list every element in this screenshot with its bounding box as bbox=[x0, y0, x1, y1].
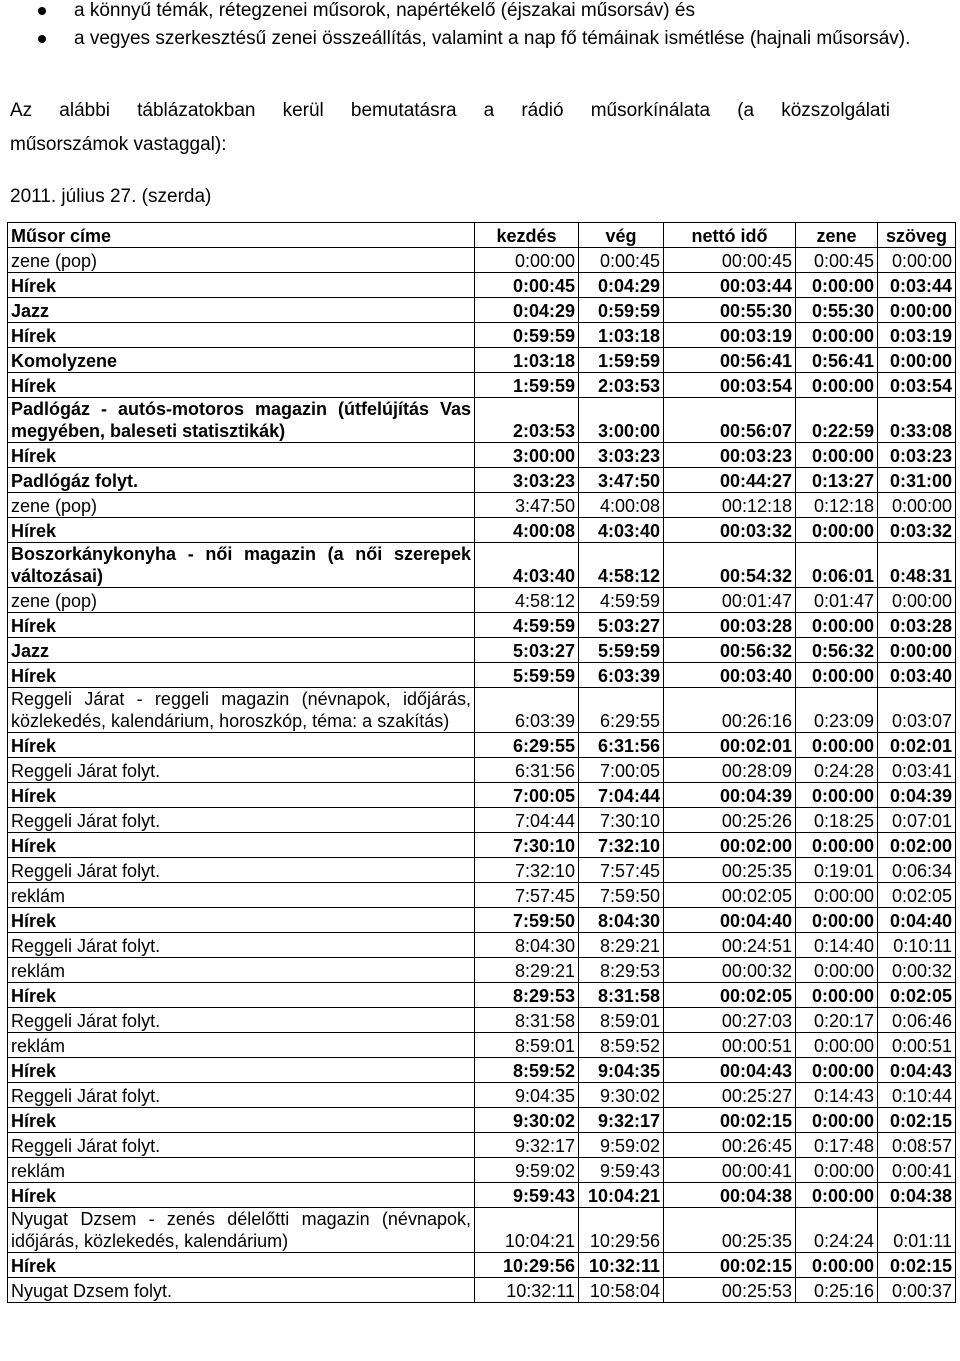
table-row bbox=[8, 833, 956, 858]
cell-text: 0:04:43 bbox=[878, 1058, 956, 1083]
cell-end: 6:03:39 bbox=[579, 663, 664, 688]
cell-text: 0:04:38 bbox=[878, 1183, 956, 1208]
cell-start: 9:32:17 bbox=[475, 1133, 579, 1158]
intro-paragraph bbox=[10, 94, 890, 162]
cell-music: 0:00:00 bbox=[796, 1183, 878, 1208]
table-row bbox=[8, 1058, 956, 1083]
cell-net-time: 00:01:47 bbox=[664, 588, 796, 613]
cell-title: Reggeli Járat folyt. bbox=[8, 1008, 475, 1033]
cell-net-time: 00:02:15 bbox=[664, 1108, 796, 1133]
cell-music: 0:00:00 bbox=[796, 443, 878, 468]
table-row bbox=[8, 638, 956, 663]
table-row bbox=[8, 248, 956, 273]
cell-end: 10:32:11 bbox=[579, 1253, 664, 1278]
cell-text: 0:01:11 bbox=[878, 1208, 956, 1253]
cell-title: reklám bbox=[8, 958, 475, 983]
cell-end: 4:59:59 bbox=[579, 588, 664, 613]
cell-text: 0:08:57 bbox=[878, 1133, 956, 1158]
cell-start: 7:30:10 bbox=[475, 833, 579, 858]
cell-net-time: 00:56:07 bbox=[664, 398, 796, 443]
cell-music: 0:19:01 bbox=[796, 858, 878, 883]
cell-start: 0:00:00 bbox=[475, 248, 579, 273]
table-row bbox=[8, 688, 956, 733]
cell-music: 0:00:00 bbox=[796, 373, 878, 398]
table-row bbox=[8, 783, 956, 808]
cell-text: 0:03:41 bbox=[878, 758, 956, 783]
table-row bbox=[8, 1158, 956, 1183]
cell-music: 0:00:00 bbox=[796, 833, 878, 858]
bullet-list bbox=[0, 0, 960, 52]
cell-start: 8:04:30 bbox=[475, 933, 579, 958]
cell-net-time: 00:03:44 bbox=[664, 273, 796, 298]
cell-music: 0:14:40 bbox=[796, 933, 878, 958]
cell-end: 10:29:56 bbox=[579, 1208, 664, 1253]
cell-net-time: 00:26:16 bbox=[664, 688, 796, 733]
cell-end: 7:57:45 bbox=[579, 858, 664, 883]
cell-net-time: 00:25:35 bbox=[664, 1208, 796, 1253]
table-row bbox=[8, 373, 956, 398]
table-row bbox=[8, 1083, 956, 1108]
col-header-start: kezdés bbox=[475, 223, 579, 248]
cell-net-time: 00:00:41 bbox=[664, 1158, 796, 1183]
cell-start: 9:59:43 bbox=[475, 1183, 579, 1208]
cell-music: 0:22:59 bbox=[796, 398, 878, 443]
table-row bbox=[8, 1008, 956, 1033]
cell-title: Jazz bbox=[8, 298, 475, 323]
cell-music: 0:00:45 bbox=[796, 248, 878, 273]
cell-end: 8:29:21 bbox=[579, 933, 664, 958]
table-row bbox=[8, 613, 956, 638]
schedule-date: 2011. július 27. (szerda) bbox=[10, 186, 212, 207]
cell-text: 0:10:11 bbox=[878, 933, 956, 958]
table-row bbox=[8, 298, 956, 323]
cell-start: 8:29:53 bbox=[475, 983, 579, 1008]
cell-start: 1:03:18 bbox=[475, 348, 579, 373]
cell-text: 0:06:46 bbox=[878, 1008, 956, 1033]
col-header-end: vég bbox=[579, 223, 664, 248]
cell-end: 5:03:27 bbox=[579, 613, 664, 638]
table-row bbox=[8, 933, 956, 958]
cell-text: 0:10:44 bbox=[878, 1083, 956, 1108]
table-row bbox=[8, 398, 956, 443]
table-row bbox=[8, 663, 956, 688]
cell-title: Hírek bbox=[8, 783, 475, 808]
intro-line-2: műsorszámok vastaggal): bbox=[10, 134, 227, 155]
cell-start: 6:31:56 bbox=[475, 758, 579, 783]
cell-music: 0:24:28 bbox=[796, 758, 878, 783]
cell-end: 1:03:18 bbox=[579, 323, 664, 348]
cell-text: 0:02:05 bbox=[878, 883, 956, 908]
table-row bbox=[8, 273, 956, 298]
cell-net-time: 00:25:27 bbox=[664, 1083, 796, 1108]
cell-end: 10:04:21 bbox=[579, 1183, 664, 1208]
cell-title: Hírek bbox=[8, 373, 475, 398]
cell-text: 0:03:44 bbox=[878, 273, 956, 298]
cell-text: 0:04:39 bbox=[878, 783, 956, 808]
table-row bbox=[8, 468, 956, 493]
cell-net-time: 00:03:23 bbox=[664, 443, 796, 468]
cell-title: reklám bbox=[8, 1158, 475, 1183]
cell-music: 0:00:00 bbox=[796, 958, 878, 983]
cell-text: 0:00:51 bbox=[878, 1033, 956, 1058]
cell-end: 3:00:00 bbox=[579, 398, 664, 443]
cell-music: 0:00:00 bbox=[796, 733, 878, 758]
cell-music: 0:20:17 bbox=[796, 1008, 878, 1033]
cell-music: 0:00:00 bbox=[796, 613, 878, 638]
col-header-text: szöveg bbox=[878, 223, 956, 248]
cell-music: 0:06:01 bbox=[796, 543, 878, 588]
cell-music: 0:00:00 bbox=[796, 783, 878, 808]
cell-title: Padlógáz folyt. bbox=[8, 468, 475, 493]
cell-end: 4:58:12 bbox=[579, 543, 664, 588]
cell-net-time: 00:25:26 bbox=[664, 808, 796, 833]
table-row bbox=[8, 1133, 956, 1158]
cell-title: Reggeli Járat folyt. bbox=[8, 758, 475, 783]
cell-music: 0:00:00 bbox=[796, 1108, 878, 1133]
cell-start: 7:00:05 bbox=[475, 783, 579, 808]
cell-title: Reggeli Járat folyt. bbox=[8, 1133, 475, 1158]
cell-title: Jazz bbox=[8, 638, 475, 663]
cell-start: 8:59:01 bbox=[475, 1033, 579, 1058]
cell-text: 0:03:07 bbox=[878, 688, 956, 733]
cell-net-time: 00:03:40 bbox=[664, 663, 796, 688]
cell-text: 0:00:00 bbox=[878, 493, 956, 518]
cell-start: 10:29:56 bbox=[475, 1253, 579, 1278]
bullet-dot-icon bbox=[38, 7, 46, 15]
cell-text: 0:00:00 bbox=[878, 248, 956, 273]
cell-title: zene (pop) bbox=[8, 588, 475, 613]
cell-text: 0:03:23 bbox=[878, 443, 956, 468]
cell-title: Hírek bbox=[8, 323, 475, 348]
cell-music: 0:00:00 bbox=[796, 883, 878, 908]
cell-music: 0:25:16 bbox=[796, 1278, 878, 1303]
table-row bbox=[8, 518, 956, 543]
cell-title: Hírek bbox=[8, 273, 475, 298]
cell-music: 0:00:00 bbox=[796, 1033, 878, 1058]
cell-start: 3:00:00 bbox=[475, 443, 579, 468]
cell-start: 4:00:08 bbox=[475, 518, 579, 543]
cell-net-time: 00:12:18 bbox=[664, 493, 796, 518]
cell-title: zene (pop) bbox=[8, 493, 475, 518]
cell-end: 8:04:30 bbox=[579, 908, 664, 933]
col-header-title: Műsor címe bbox=[8, 223, 475, 248]
cell-text: 0:00:37 bbox=[878, 1278, 956, 1303]
cell-net-time: 00:25:53 bbox=[664, 1278, 796, 1303]
cell-start: 1:59:59 bbox=[475, 373, 579, 398]
table-row bbox=[8, 758, 956, 783]
cell-title: Hírek bbox=[8, 1108, 475, 1133]
cell-start: 3:03:23 bbox=[475, 468, 579, 493]
cell-net-time: 00:02:00 bbox=[664, 833, 796, 858]
cell-music: 0:12:18 bbox=[796, 493, 878, 518]
table-row bbox=[8, 958, 956, 983]
cell-title: Hírek bbox=[8, 443, 475, 468]
cell-net-time: 00:02:05 bbox=[664, 983, 796, 1008]
cell-text: 0:03:40 bbox=[878, 663, 956, 688]
cell-text: 0:02:05 bbox=[878, 983, 956, 1008]
cell-music: 0:14:43 bbox=[796, 1083, 878, 1108]
bullet-dot-icon bbox=[38, 35, 46, 43]
cell-net-time: 00:04:40 bbox=[664, 908, 796, 933]
cell-music: 0:56:41 bbox=[796, 348, 878, 373]
cell-net-time: 00:04:38 bbox=[664, 1183, 796, 1208]
cell-start: 4:58:12 bbox=[475, 588, 579, 613]
program-schedule-table bbox=[7, 222, 956, 1303]
cell-text: 0:00:32 bbox=[878, 958, 956, 983]
cell-end: 8:29:53 bbox=[579, 958, 664, 983]
cell-title: reklám bbox=[8, 883, 475, 908]
cell-music: 0:23:09 bbox=[796, 688, 878, 733]
cell-net-time: 00:00:45 bbox=[664, 248, 796, 273]
cell-end: 0:04:29 bbox=[579, 273, 664, 298]
cell-title: Reggeli Járat folyt. bbox=[8, 933, 475, 958]
cell-start: 8:31:58 bbox=[475, 1008, 579, 1033]
table-row bbox=[8, 493, 956, 518]
cell-title: Padlógáz - autós-motoros magazin (útfelújítás Vas megyében, baleseti statisztikák) bbox=[8, 398, 475, 443]
cell-title: Hírek bbox=[8, 613, 475, 638]
cell-start: 6:29:55 bbox=[475, 733, 579, 758]
cell-end: 9:30:02 bbox=[579, 1083, 664, 1108]
cell-text: 0:03:32 bbox=[878, 518, 956, 543]
cell-text: 0:07:01 bbox=[878, 808, 956, 833]
cell-start: 6:03:39 bbox=[475, 688, 579, 733]
cell-text: 0:03:28 bbox=[878, 613, 956, 638]
table-header-row bbox=[8, 223, 956, 248]
cell-music: 0:55:30 bbox=[796, 298, 878, 323]
cell-end: 3:03:23 bbox=[579, 443, 664, 468]
cell-title: Hírek bbox=[8, 1183, 475, 1208]
cell-net-time: 00:56:41 bbox=[664, 348, 796, 373]
cell-end: 7:00:05 bbox=[579, 758, 664, 783]
cell-music: 0:00:00 bbox=[796, 908, 878, 933]
table-row bbox=[8, 1183, 956, 1208]
table-row bbox=[8, 858, 956, 883]
cell-text: 0:03:54 bbox=[878, 373, 956, 398]
cell-end: 2:03:53 bbox=[579, 373, 664, 398]
cell-net-time: 00:02:01 bbox=[664, 733, 796, 758]
cell-music: 0:17:48 bbox=[796, 1133, 878, 1158]
cell-title: Reggeli Járat folyt. bbox=[8, 808, 475, 833]
cell-text: 0:02:15 bbox=[878, 1253, 956, 1278]
cell-music: 0:00:00 bbox=[796, 518, 878, 543]
col-header-music: zene bbox=[796, 223, 878, 248]
cell-end: 4:00:08 bbox=[579, 493, 664, 518]
cell-title: Hírek bbox=[8, 518, 475, 543]
cell-end: 9:59:43 bbox=[579, 1158, 664, 1183]
cell-net-time: 00:25:35 bbox=[664, 858, 796, 883]
cell-title: Reggeli Járat - reggeli magazin (névnapok, időjárás, közlekedés, kalendárium, horoszkóp, téma: a szakítás) bbox=[8, 688, 475, 733]
cell-text: 0:02:01 bbox=[878, 733, 956, 758]
bullet-item bbox=[0, 0, 960, 24]
cell-start: 2:03:53 bbox=[475, 398, 579, 443]
cell-end: 1:59:59 bbox=[579, 348, 664, 373]
cell-start: 9:59:02 bbox=[475, 1158, 579, 1183]
cell-end: 7:04:44 bbox=[579, 783, 664, 808]
cell-title: reklám bbox=[8, 1033, 475, 1058]
cell-start: 0:00:45 bbox=[475, 273, 579, 298]
cell-start: 8:59:52 bbox=[475, 1058, 579, 1083]
table-row bbox=[8, 543, 956, 588]
cell-text: 0:33:08 bbox=[878, 398, 956, 443]
cell-title: zene (pop) bbox=[8, 248, 475, 273]
table-row bbox=[8, 983, 956, 1008]
table-row bbox=[8, 443, 956, 468]
table-row bbox=[8, 733, 956, 758]
cell-start: 10:04:21 bbox=[475, 1208, 579, 1253]
cell-text: 0:02:00 bbox=[878, 833, 956, 858]
table-row bbox=[8, 808, 956, 833]
cell-net-time: 00:02:15 bbox=[664, 1253, 796, 1278]
cell-text: 0:03:19 bbox=[878, 323, 956, 348]
cell-end: 4:03:40 bbox=[579, 518, 664, 543]
cell-music: 0:24:24 bbox=[796, 1208, 878, 1253]
cell-net-time: 00:54:32 bbox=[664, 543, 796, 588]
cell-title: Nyugat Dzsem folyt. bbox=[8, 1278, 475, 1303]
cell-end: 6:31:56 bbox=[579, 733, 664, 758]
cell-title: Reggeli Járat folyt. bbox=[8, 1083, 475, 1108]
cell-music: 0:18:25 bbox=[796, 808, 878, 833]
cell-net-time: 00:55:30 bbox=[664, 298, 796, 323]
cell-text: 0:00:00 bbox=[878, 638, 956, 663]
cell-end: 9:32:17 bbox=[579, 1108, 664, 1133]
cell-net-time: 00:44:27 bbox=[664, 468, 796, 493]
cell-end: 9:04:35 bbox=[579, 1058, 664, 1083]
bullet-text: a könnyű témák, rétegzenei műsorok, napértékelő (éjszakai műsorsáv) és bbox=[74, 0, 695, 21]
cell-net-time: 00:00:51 bbox=[664, 1033, 796, 1058]
table-row bbox=[8, 588, 956, 613]
table-row bbox=[8, 883, 956, 908]
cell-music: 0:00:00 bbox=[796, 1058, 878, 1083]
table-row bbox=[8, 1108, 956, 1133]
cell-net-time: 00:00:32 bbox=[664, 958, 796, 983]
bullet-text: a vegyes szerkesztésű zenei összeállítás, valamint a nap fő témáinak ismétlése (hajnali műsorsáv). bbox=[74, 28, 911, 49]
cell-text: 0:06:34 bbox=[878, 858, 956, 883]
cell-end: 10:58:04 bbox=[579, 1278, 664, 1303]
cell-net-time: 00:27:03 bbox=[664, 1008, 796, 1033]
cell-text: 0:00:00 bbox=[878, 588, 956, 613]
cell-title: Hírek bbox=[8, 1253, 475, 1278]
cell-title: Hírek bbox=[8, 833, 475, 858]
table-body bbox=[8, 248, 956, 1303]
cell-start: 3:47:50 bbox=[475, 493, 579, 518]
cell-music: 0:00:00 bbox=[796, 273, 878, 298]
bullet-item bbox=[0, 26, 960, 52]
cell-end: 3:47:50 bbox=[579, 468, 664, 493]
cell-text: 0:00:00 bbox=[878, 298, 956, 323]
cell-start: 10:32:11 bbox=[475, 1278, 579, 1303]
cell-end: 5:59:59 bbox=[579, 638, 664, 663]
cell-net-time: 00:03:32 bbox=[664, 518, 796, 543]
cell-text: 0:04:40 bbox=[878, 908, 956, 933]
cell-net-time: 00:28:09 bbox=[664, 758, 796, 783]
table-row bbox=[8, 908, 956, 933]
table-row bbox=[8, 1033, 956, 1058]
cell-end: 7:30:10 bbox=[579, 808, 664, 833]
cell-end: 8:59:01 bbox=[579, 1008, 664, 1033]
cell-start: 9:30:02 bbox=[475, 1108, 579, 1133]
table-row bbox=[8, 1253, 956, 1278]
cell-title: Boszorkánykonyha - női magazin (a női szerepek változásai) bbox=[8, 543, 475, 588]
cell-text: 0:00:00 bbox=[878, 348, 956, 373]
cell-title: Reggeli Járat folyt. bbox=[8, 858, 475, 883]
cell-music: 0:01:47 bbox=[796, 588, 878, 613]
cell-text: 0:31:00 bbox=[878, 468, 956, 493]
cell-net-time: 00:04:39 bbox=[664, 783, 796, 808]
cell-music: 0:00:00 bbox=[796, 1158, 878, 1183]
cell-start: 7:59:50 bbox=[475, 908, 579, 933]
cell-start: 9:04:35 bbox=[475, 1083, 579, 1108]
cell-text: 0:48:31 bbox=[878, 543, 956, 588]
cell-start: 4:59:59 bbox=[475, 613, 579, 638]
table-row bbox=[8, 323, 956, 348]
cell-music: 0:00:00 bbox=[796, 323, 878, 348]
cell-start: 4:03:40 bbox=[475, 543, 579, 588]
cell-end: 9:59:02 bbox=[579, 1133, 664, 1158]
cell-title: Hírek bbox=[8, 908, 475, 933]
cell-start: 5:03:27 bbox=[475, 638, 579, 663]
table-row bbox=[8, 1278, 956, 1303]
cell-music: 0:00:00 bbox=[796, 983, 878, 1008]
cell-end: 7:32:10 bbox=[579, 833, 664, 858]
cell-start: 0:59:59 bbox=[475, 323, 579, 348]
cell-text: 0:02:15 bbox=[878, 1108, 956, 1133]
intro-line-1: Az alábbi táblázatokban kerül bemutatásra a rádió műsorkínálata (a közszolgálati bbox=[10, 100, 890, 121]
cell-start: 8:29:21 bbox=[475, 958, 579, 983]
cell-end: 8:31:58 bbox=[579, 983, 664, 1008]
cell-start: 7:57:45 bbox=[475, 883, 579, 908]
cell-music: 0:00:00 bbox=[796, 1253, 878, 1278]
cell-end: 7:59:50 bbox=[579, 883, 664, 908]
cell-end: 8:59:52 bbox=[579, 1033, 664, 1058]
cell-net-time: 00:56:32 bbox=[664, 638, 796, 663]
cell-start: 7:32:10 bbox=[475, 858, 579, 883]
cell-music: 0:13:27 bbox=[796, 468, 878, 493]
cell-net-time: 00:03:54 bbox=[664, 373, 796, 398]
cell-start: 5:59:59 bbox=[475, 663, 579, 688]
table-row bbox=[8, 1208, 956, 1253]
cell-title: Hírek bbox=[8, 983, 475, 1008]
cell-title: Hírek bbox=[8, 663, 475, 688]
cell-net-time: 00:02:05 bbox=[664, 883, 796, 908]
cell-title: Hírek bbox=[8, 1058, 475, 1083]
cell-net-time: 00:03:19 bbox=[664, 323, 796, 348]
cell-end: 6:29:55 bbox=[579, 688, 664, 733]
cell-music: 0:00:00 bbox=[796, 663, 878, 688]
cell-start: 0:04:29 bbox=[475, 298, 579, 323]
cell-net-time: 00:03:28 bbox=[664, 613, 796, 638]
cell-start: 7:04:44 bbox=[475, 808, 579, 833]
col-header-net-time: nettó idő bbox=[664, 223, 796, 248]
cell-end: 0:59:59 bbox=[579, 298, 664, 323]
table-row bbox=[8, 348, 956, 373]
cell-text: 0:00:41 bbox=[878, 1158, 956, 1183]
cell-end: 0:00:45 bbox=[579, 248, 664, 273]
cell-net-time: 00:04:43 bbox=[664, 1058, 796, 1083]
cell-music: 0:56:32 bbox=[796, 638, 878, 663]
cell-title: Hírek bbox=[8, 733, 475, 758]
cell-net-time: 00:24:51 bbox=[664, 933, 796, 958]
cell-title: Nyugat Dzsem - zenés délelőtti magazin (névnapok, időjárás, közlekedés, kalendárium) bbox=[8, 1208, 475, 1253]
cell-title: Komolyzene bbox=[8, 348, 475, 373]
cell-net-time: 00:26:45 bbox=[664, 1133, 796, 1158]
